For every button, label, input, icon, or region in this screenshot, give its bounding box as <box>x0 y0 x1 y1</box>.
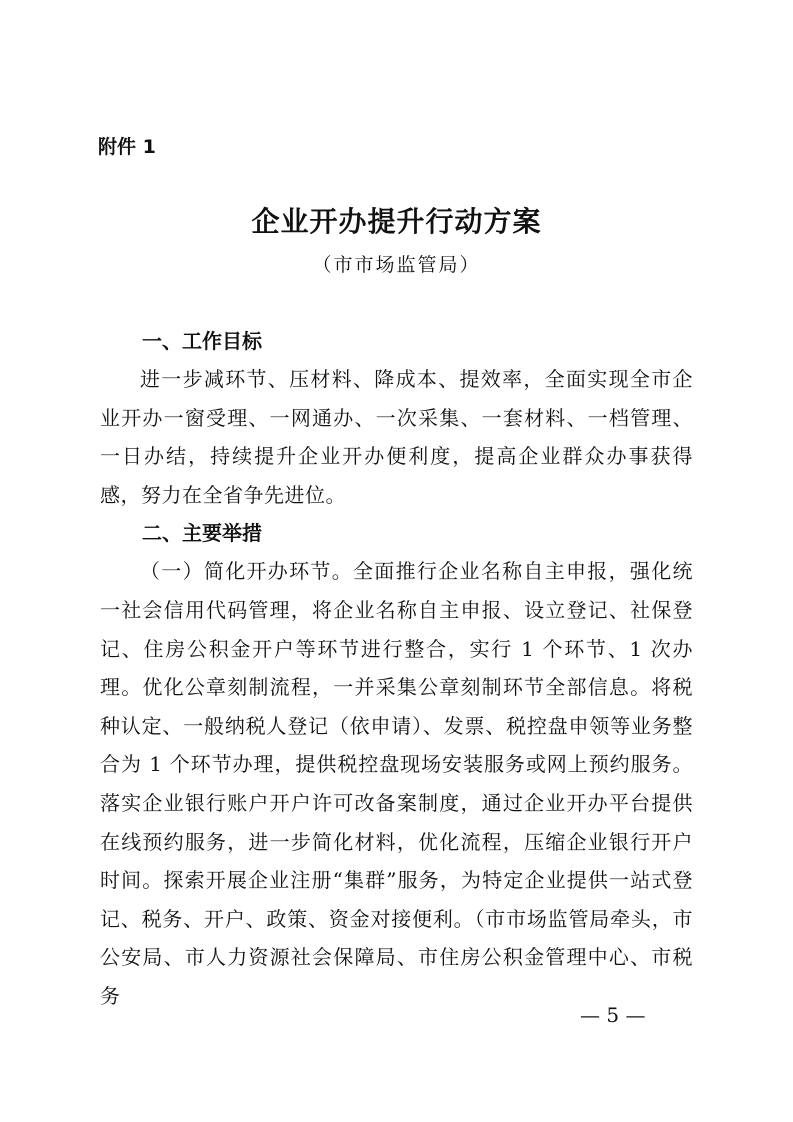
section-heading-measures: 二、主要举措 <box>142 521 262 546</box>
attachment-label: 附件 1 <box>98 136 156 158</box>
document-title: 企业开办提升行动方案 <box>251 205 542 238</box>
section-goals-paragraph: 进一步减环节、压材料、降成本、提效率，全面实现全市企业开办一窗受理、一网通办、一次采集、一套材料、一档管理、一日办结，持续提升企业开办便利度，提高企业群众办事获得感，努力在全省争先进位。 <box>100 367 693 507</box>
page-number: — 5 — <box>580 1003 646 1027</box>
document-subtitle: （市市场监管局） <box>312 254 481 276</box>
measure-1-title: （一）简化开办环节。 <box>140 559 353 584</box>
measure-1-paragraph <box>100 552 693 1015</box>
section-heading-goals: 一、工作目标 <box>142 329 262 353</box>
document-body <box>100 322 693 1016</box>
measure-1-text: 全面推行企业名称自主申报，强化统一社会信用代码管理，将企业名称自主申报、设立登记、社保登记、住房公积金开户等环节进行整合，实行 1 个环节、1 次办理。优化公章刻制流程，一并采集公章刻制环节全部信息。将税种认定、一般纳税人登记（依申请）、发票、税控盘申领等业务整合为 1 个环节办理，提供税控盘现场安装服务或网上预约服务。落实企业银行账户开户许可改备案制度，通过企业开办平台提供在线预约服务，进一步简化材料，优化流程，压缩企业银行开户时间。探索开展企业注册“集群”服务，为特定企业提供一站式登记、税务、开户、政策、资金对接便利。（市市场监管局牵头，市公安局、市人力资源社会保障局、市住房公积金管理中心、市税务 <box>100 559 693 1008</box>
